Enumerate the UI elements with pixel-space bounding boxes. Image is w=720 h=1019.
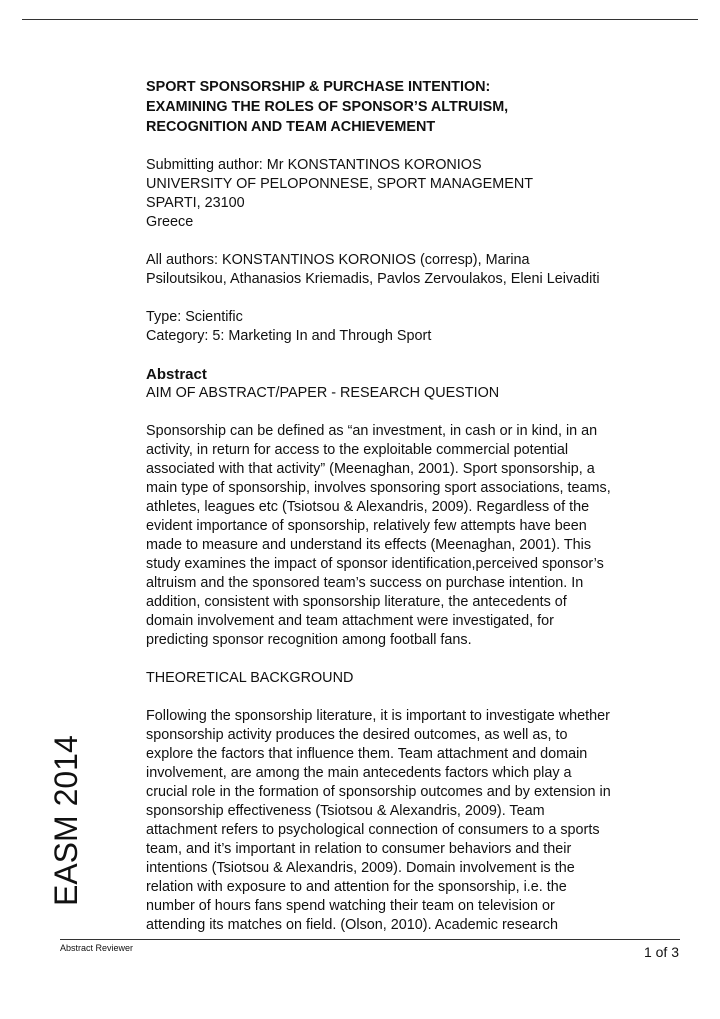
type-category-block — [146, 308, 666, 346]
authors-line: Psiloutsikou, Athanasios Kriemadis, Pavlos Zervoulakos, Eleni Leivaditi — [146, 271, 600, 287]
paragraph-line: addition, consistent with sponsorship literature, the antecedents of — [146, 594, 567, 610]
authors-line: All authors: KONSTANTINOS KORONIOS (corresp), Marina — [146, 252, 530, 268]
page-number: 1 of 3 — [643, 944, 679, 960]
submitting-line: UNIVERSITY OF PELOPONNESE, SPORT MANAGEMENT — [146, 176, 534, 192]
paragraph-line: attending its matches on field. (Olson, 2010). Academic research — [146, 917, 558, 933]
abstract-paragraph-2 — [146, 707, 666, 935]
paragraph-line: altruism and the sponsored team’s success on purchase intention. In — [146, 575, 584, 591]
submitting-line: Greece — [146, 214, 194, 230]
abstract-paragraph-1 — [146, 422, 666, 650]
paragraph-line: sponsorship effectiveness (Tsiotsou & Alexandris, 2009). Team — [146, 803, 545, 819]
paragraph-line: athletes, leagues etc (Tsiotsou & Alexandris, 2009). Regardless of the — [146, 499, 590, 515]
paragraph-line: attachment refers to psychological connection of consumers to a sports — [146, 822, 600, 838]
title-line: SPORT SPONSORSHIP & PURCHASE INTENTION: — [146, 79, 491, 95]
submitting-line: Submitting author: Mr KONSTANTINOS KORONIOS — [146, 157, 482, 173]
abstract-heading: Abstract — [146, 366, 207, 383]
paragraph-line: involvement, are among the main antecedents factors which play a — [146, 765, 572, 781]
paragraph-line: team, and it’s important in relation to consumer behaviors and their — [146, 841, 572, 857]
paragraph-line: study examines the impact of sponsor identification,perceived sponsor’s — [146, 556, 604, 572]
paragraph-line: domain involvement and team attachment were investigated, for — [146, 613, 554, 629]
footer-reviewer-label: Abstract Reviewer — [60, 943, 134, 953]
paragraph-line: main type of sponsorship, involves sponsoring sport associations, teams, — [146, 480, 611, 496]
all-authors-block — [146, 251, 666, 289]
abstract-subheading: AIM OF ABSTRACT/PAPER - RESEARCH QUESTION — [146, 385, 500, 401]
paragraph-line: activity, in return for access to the exploitable commercial potential — [146, 442, 569, 458]
paragraph-line: intentions (Tsiotsou & Alexandris, 2009). Domain involvement is the — [146, 860, 575, 876]
paragraph-line: predicting sponsor recognition among football fans. — [146, 632, 472, 648]
paragraph-line: associated with that activity” (Meenaghan, 2001). Sport sponsorship, a — [146, 461, 595, 477]
paragraph-line: explore the factors that influence them. Team attachment and domain — [146, 746, 588, 762]
paragraph-line: number of hours fans spend watching their team on television or — [146, 898, 555, 914]
paragraph-line: Sponsorship can be defined as “an investment, in cash or in kind, in an — [146, 423, 598, 439]
paragraph-line: crucial role in the formation of sponsorship outcomes and by extension in — [146, 784, 611, 800]
title-line: RECOGNITION AND TEAM ACHIEVEMENT — [146, 119, 436, 135]
meta-line: Type: Scientific — [146, 309, 243, 325]
footer-divider — [60, 939, 680, 940]
paragraph-line: relation with exposure to and attention for the sponsorship, i.e. the — [146, 879, 567, 895]
title-line: EXAMINING THE ROLES OF SPONSOR’S ALTRUISM, — [146, 99, 509, 115]
submitting-line: SPARTI, 23100 — [146, 195, 245, 211]
paragraph-line: made to measure and understand its effects (Meenaghan, 2001). This — [146, 537, 592, 553]
conference-side-label: EASM 2014 — [48, 735, 84, 906]
paragraph-line: sponsorship activity produces the desired outcomes, as well as, to — [146, 727, 568, 743]
paragraph-line: evident importance of sponsorship, relatively few attempts have been — [146, 518, 587, 534]
document-body — [146, 77, 666, 935]
paragraph-line: Following the sponsorship literature, it is important to investigate whether — [146, 708, 610, 724]
submitting-author-block — [146, 156, 666, 232]
theoretical-background-heading: THEORETICAL BACKGROUND — [146, 670, 354, 686]
top-divider — [22, 19, 698, 20]
meta-line: Category: 5: Marketing In and Through Sport — [146, 328, 432, 344]
paper-title — [146, 77, 666, 137]
